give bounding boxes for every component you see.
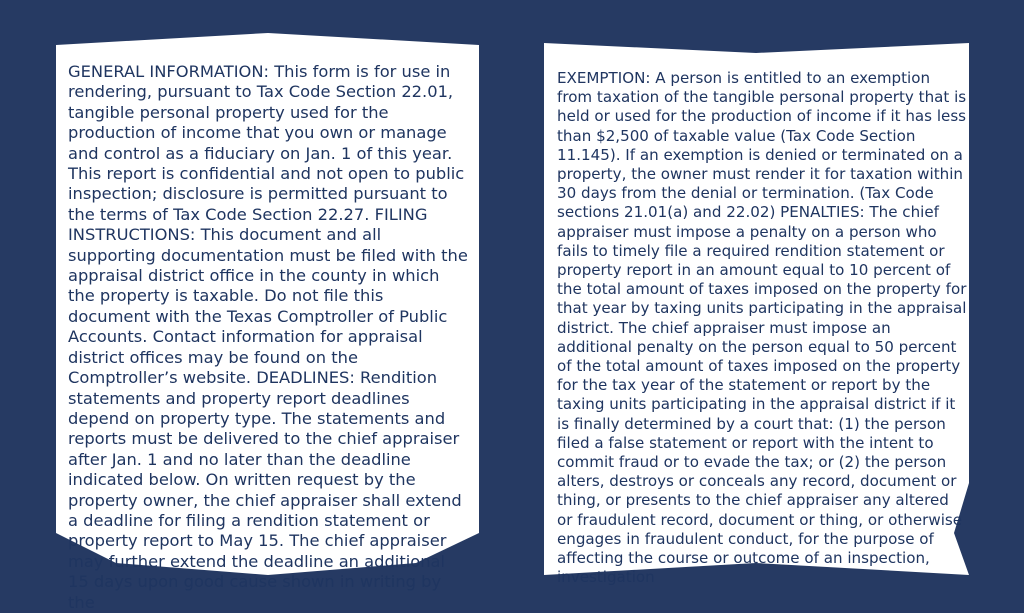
right-page-panel (544, 43, 969, 587)
left-page-text: GENERAL INFORMATION: This form is for use in rendering, pursuant to Tax Code Section 22.01, tangible personal property used for the production of income that you own or manage and control as a fiduciary on Jan. 1 of this year. This report is confidential and not open to public inspection; disclosure is permitted pursuant to the terms of Tax Code Section 22.27. FILING INSTRUCTIONS: This document and all supporting documentation must be filed with the appraisal district office in the county in which the property is taxable. Do not file this document with the Texas Comptroller of Public Accounts. Contact information for appraisal district offices may be found on the Comptroller’s website. DEADLINES: Rendition statements and property report deadlines depend on property type. The statements and reports must be delivered to the chief appraiser after Jan. 1 and no later than the deadline indicated below. On written request by the property owner, the chief appraiser shall extend a deadline for filing a rendition statement or property report to May 15. The chief appraiser may further extend the deadline an additional 15 days upon good cause shown in writing by the (68, 62, 468, 612)
left-page-panel (56, 33, 479, 612)
right-page-text: EXEMPTION: A person is entitled to an exemption from taxation of the tangible personal property that is held or used for the production of income if it has less than $2,500 of taxable value (Tax Code Section 11.145). If an exemption is denied or terminated on a property, the owner must render it for taxation within 30 days from the denial or termination. (Tax Code sections 21.01(a) and 22.02) PENALTIES: The chief appraiser must impose a penalty on a person who fails to timely file a required rendition statement or property report in an amount equal to 10 percent of the total amount of taxes imposed on the property for that year by taxing units participating in the appraisal district. The chief appraiser must impose an additional penalty on the person equal to 50 percent of the total amount of taxes imposed on the property for the tax year of the statement or report by the taxing units participating in the appraisal district if it is finally determined by a court that: (1) the person filed a false statement or report with the intent to commit fraud or to evade the tax; or (2) the person alters, destroys or conceals any record, document or thing, or presents to the chief appraiser any altered or fraudulent record, document or thing, or otherwise engages in fraudulent conduct, for the purpose of affecting the course or outcome of an inspection, investigation (557, 69, 967, 587)
